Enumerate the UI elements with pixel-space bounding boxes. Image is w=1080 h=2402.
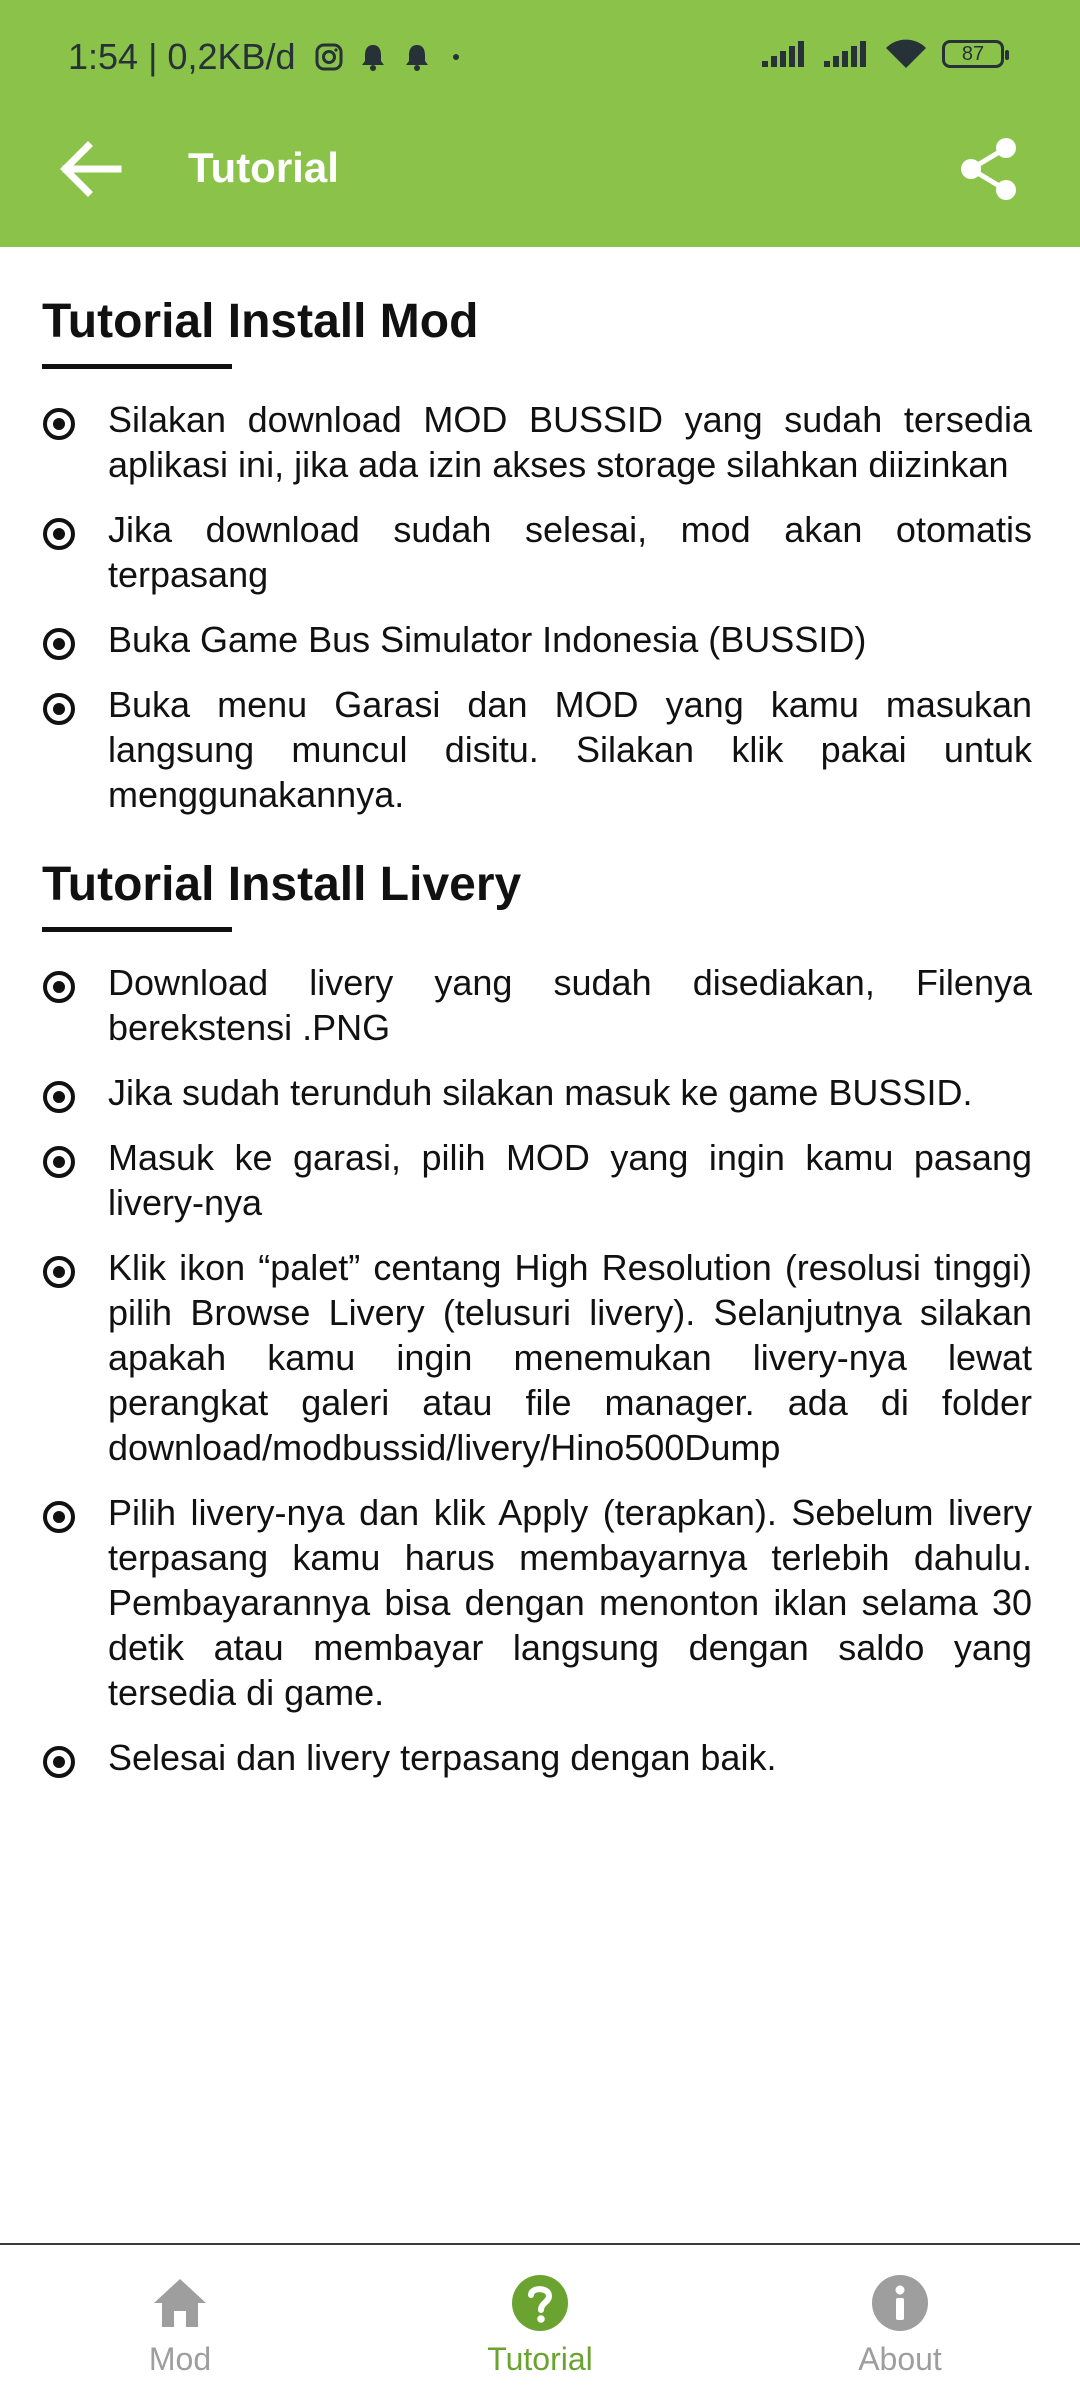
signal-icon	[760, 39, 808, 69]
battery-level: 87	[961, 42, 985, 65]
radio-bullet-icon	[42, 970, 76, 1004]
nav-label: Tutorial	[487, 2341, 593, 2377]
step-text: Selesai dan livery terpasang dengan baik.	[108, 1737, 777, 1778]
list-item	[42, 682, 1032, 817]
radio-bullet-icon	[42, 1745, 76, 1779]
section-install-livery	[42, 853, 1032, 1780]
tutorial-content	[42, 290, 1032, 1816]
list-item	[42, 397, 1032, 487]
radio-bullet-icon	[42, 517, 76, 551]
list-item	[42, 1490, 1032, 1715]
section-install-mod	[42, 290, 1032, 817]
nav-item-mod[interactable]	[0, 2245, 360, 2402]
step-text: Buka menu Garasi dan MOD yang kamu masukan langsung muncul disitu. Silakan klik pakai untuk menggunakannya.	[108, 684, 1032, 815]
radio-bullet-icon	[42, 692, 76, 726]
list-item	[42, 507, 1032, 597]
bell-icon	[402, 42, 432, 72]
list-item	[42, 1245, 1032, 1470]
status-bar-right	[760, 38, 1004, 70]
list-item	[42, 1070, 1032, 1115]
list-item	[42, 1135, 1032, 1225]
signal-icon	[822, 39, 870, 69]
nav-item-tutorial[interactable]	[360, 2245, 720, 2402]
radio-bullet-icon	[42, 1255, 76, 1289]
radio-bullet-icon	[42, 407, 76, 441]
help-icon	[510, 2273, 570, 2333]
nav-label: About	[858, 2341, 942, 2377]
step-text: Klik ikon “palet” centang High Resolution (resolusi tinggi) pilih Browse Livery (telusuri livery). Selanjutnya silakan apakah kamu ingin menemukan livery-nya lewat perangkat galeri atau file manager. ada di folder download/modbussid/livery/Hino500Dump	[108, 1247, 1032, 1468]
share-button[interactable]	[952, 132, 1026, 206]
share-icon	[954, 134, 1024, 204]
info-icon	[870, 2273, 930, 2333]
step-text: Download livery yang sudah disediakan, Filenya berekstensi .PNG	[108, 962, 1032, 1048]
status-bar-left	[68, 36, 466, 78]
page-title: Tutorial	[188, 144, 339, 191]
wifi-icon	[884, 38, 928, 70]
arrow-left-icon	[56, 134, 126, 204]
nav-label: Mod	[148, 2341, 212, 2377]
bell-icon	[358, 42, 388, 72]
title-underline	[42, 364, 232, 369]
title-underline	[42, 927, 232, 932]
status-time: 1:54 | 0,2KB/d	[68, 36, 296, 77]
step-text: Silakan download MOD BUSSID yang sudah tersedia aplikasi ini, jika ada izin akses storage silahkan diizinkan	[108, 399, 1032, 485]
dot-icon	[446, 42, 466, 72]
radio-bullet-icon	[42, 627, 76, 661]
list-item	[42, 1735, 1032, 1780]
instagram-icon	[314, 42, 344, 72]
bottom-navigation	[0, 2243, 1080, 2402]
notification-icons	[314, 42, 466, 72]
section-title: Tutorial Install Livery	[42, 858, 522, 911]
step-text: Masuk ke garasi, pilih MOD yang ingin kamu pasang livery-nya	[108, 1137, 1032, 1223]
radio-bullet-icon	[42, 1080, 76, 1114]
battery-icon	[942, 40, 1004, 68]
app-bar	[0, 0, 1080, 247]
radio-bullet-icon	[42, 1145, 76, 1179]
list-item	[42, 960, 1032, 1050]
radio-bullet-icon	[42, 1500, 76, 1534]
nav-item-about[interactable]	[720, 2245, 1080, 2402]
list-item	[42, 617, 1032, 662]
home-icon	[150, 2273, 210, 2333]
back-button[interactable]	[54, 132, 128, 206]
section-title: Tutorial Install Mod	[42, 295, 479, 348]
step-text: Pilih livery-nya dan klik Apply (terapkan). Sebelum livery terpasang kamu harus membayarnya terlebih dahulu. Pembayarannya bisa dengan menonton iklan selama 30 detik atau membayar langsung dengan saldo yang tersedia di game.	[108, 1492, 1032, 1713]
step-text: Buka Game Bus Simulator Indonesia (BUSSID)	[108, 619, 867, 660]
step-text: Jika sudah terunduh silakan masuk ke game BUSSID.	[108, 1072, 973, 1113]
step-text: Jika download sudah selesai, mod akan otomatis terpasang	[108, 509, 1032, 595]
